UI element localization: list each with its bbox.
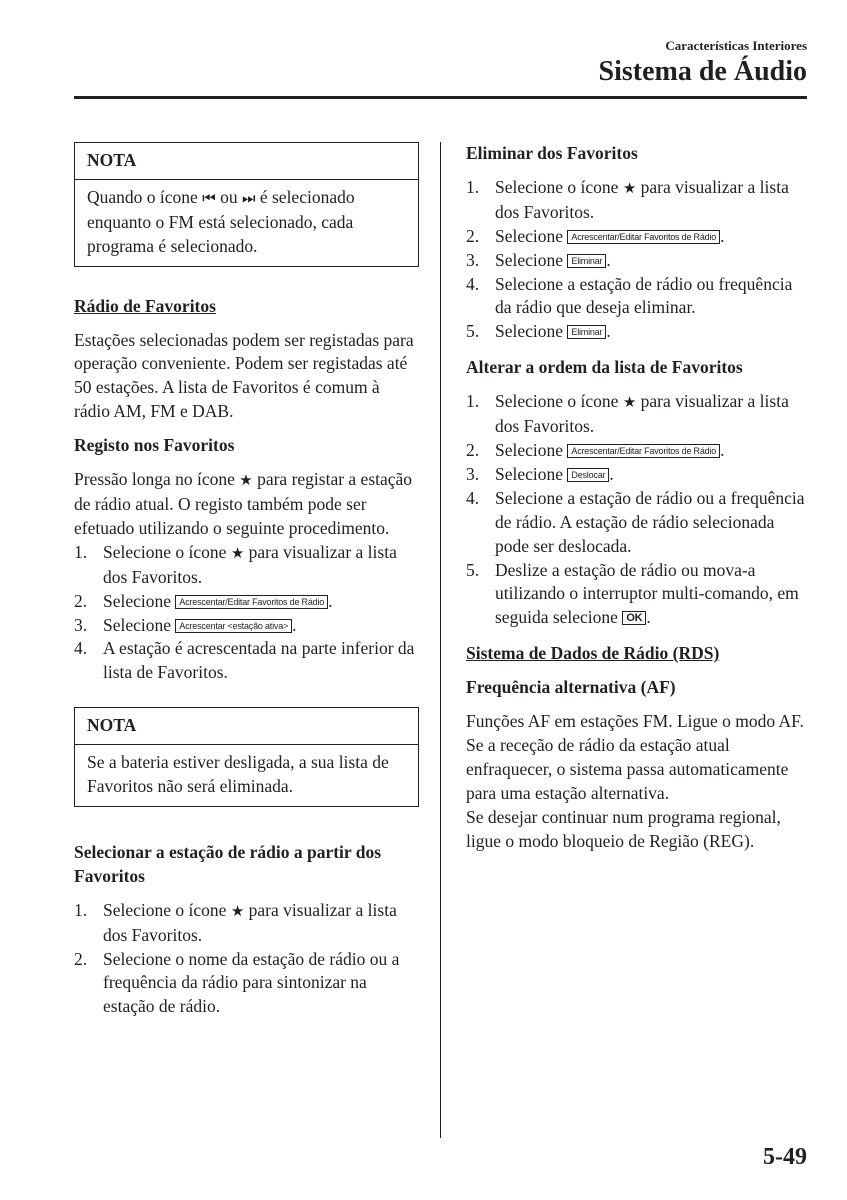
text-part: . (606, 249, 611, 270)
text-part: Selecione o ícone (103, 541, 231, 562)
text-part: Selecione o ícone (495, 176, 623, 197)
text-part: Selecione (103, 614, 176, 635)
note-text-part: Quando o ícone (87, 186, 203, 207)
step-number: 2. (466, 225, 480, 246)
step-number: 3. (74, 614, 88, 635)
note-heading: NOTA (75, 143, 418, 180)
add-edit-favorites-button: Acrescentar/Editar Favoritos de Rádio (175, 595, 328, 609)
ok-button: OK (622, 611, 646, 625)
text-part: . (328, 590, 333, 611)
paragraph (74, 468, 419, 541)
list-item (74, 590, 419, 614)
list-item (466, 225, 806, 249)
paragraph: Estações selecionadas podem ser registadas para operação conveniente. Podem ser registadas até 50 estações. A lista de Favoritos é comum à rádio AM, FM e DAB. (74, 329, 414, 422)
note-box (74, 707, 419, 807)
text-part: Selecione o ícone (495, 391, 623, 412)
step-text (103, 541, 419, 590)
text-part: Selecione (103, 590, 176, 611)
step-text (103, 614, 419, 638)
delete-button: Eliminar (567, 254, 606, 268)
list-item (466, 439, 806, 463)
step-number: 4. (466, 487, 480, 508)
step-number: 1. (74, 541, 88, 562)
step-number: 5. (466, 321, 480, 342)
step-text: Selecione a estação de rádio ou a frequência de rádio. A estação de rádio selecionada pode ser deslocada. (495, 487, 805, 556)
text-part: para visualizar a lista dos Favoritos. (495, 176, 789, 222)
subsection-title: Frequência alternativa (AF) (466, 677, 676, 698)
star-icon: ★ (230, 543, 245, 562)
text-part: Selecione (495, 321, 568, 342)
step-text (495, 559, 806, 631)
step-number: 2. (74, 948, 88, 969)
list-item (466, 176, 806, 225)
text-part: Selecione (495, 249, 568, 270)
subsection-title: Selecionar a estação de rádio a partir dos Favoritos (74, 841, 382, 886)
subsection-title: Registo nos Favoritos (74, 435, 235, 456)
note-text-part: é selecionado enquanto o FM está selecionado, cada programa é selecionado. (87, 186, 355, 256)
list-item (74, 948, 419, 1020)
text-part: para visualizar a lista dos Favoritos. (495, 391, 789, 437)
step-text (495, 249, 806, 273)
list-item (466, 273, 806, 321)
delete-button: Eliminar (567, 325, 606, 339)
text-part: Deslize a estação de rádio ou mova-a utilizando o interruptor multi-comando, em seguida selecione (495, 559, 799, 628)
step-text: A estação é acrescentada na parte inferior da lista de Favoritos. (103, 638, 415, 683)
note-box (74, 142, 419, 267)
move-button: Deslocar (567, 468, 609, 482)
step-text (495, 225, 806, 249)
column-divider (440, 142, 441, 1138)
subsection-title: Alterar a ordem da lista de Favoritos (466, 357, 743, 378)
paragraph: Funções AF em estações FM. Ligue o modo AF. Se a receção de rádio da estação atual enfraquecer, o sistema passa automaticamente para uma estação alternativa. (466, 711, 804, 803)
step-list (466, 176, 806, 344)
step-text (495, 320, 806, 344)
star-icon: ★ (230, 901, 245, 920)
text-part: para registar a estação de rádio atual. O registo também pode ser efetuado utilizando o seguinte procedimento. (74, 469, 413, 538)
subsection-title: Eliminar dos Favoritos (466, 143, 638, 163)
skip-next-icon: ⏭ (241, 188, 256, 207)
page-title: Sistema de Áudio (598, 56, 807, 87)
step-list (466, 390, 806, 630)
text-part: para visualizar a lista dos Favoritos. (103, 899, 397, 945)
text-part: para visualizar a lista dos Favoritos. (103, 541, 397, 587)
list-item (466, 463, 806, 487)
text-part: Selecione (495, 225, 568, 246)
list-item (466, 320, 806, 344)
step-number: 5. (466, 559, 480, 580)
step-number: 4. (466, 273, 480, 294)
note-text-part: ou (215, 186, 242, 207)
text-part: . (292, 614, 297, 635)
star-icon: ★ (622, 393, 637, 412)
step-number: 3. (466, 249, 480, 270)
note-text (75, 180, 418, 266)
skip-previous-icon: ⏮ (202, 188, 216, 207)
section-title: Sistema de Dados de Rádio (RDS) (466, 643, 720, 664)
add-edit-favorites-button: Acrescentar/Editar Favoritos de Rádio (567, 230, 720, 244)
step-number: 3. (466, 463, 480, 484)
step-number: 1. (466, 391, 480, 412)
right-column (466, 142, 806, 863)
step-text (103, 590, 419, 614)
paragraph: Se desejar continuar num programa regional, ligue o modo bloqueio de Região (REG). (466, 806, 781, 851)
step-text: Selecione o nome da estação de rádio ou a frequência da rádio para sintonizar na estação de rádio. (103, 948, 400, 1017)
step-list (74, 541, 419, 685)
text-part: Pressão longa no ícone (74, 469, 240, 490)
note-heading: NOTA (75, 708, 418, 745)
star-icon: ★ (239, 471, 253, 490)
header-rule (74, 96, 807, 99)
step-number: 1. (466, 176, 480, 197)
step-text (103, 899, 419, 948)
step-text: Selecione a estação de rádio ou frequência da rádio que deseja eliminar. (495, 273, 793, 318)
section-title: Rádio de Favoritos (74, 295, 216, 316)
add-active-station-button: Acrescentar <estação ativa> (175, 619, 292, 633)
text-part: . (646, 607, 651, 628)
list-item (74, 541, 419, 590)
step-text (495, 390, 806, 439)
list-item (466, 390, 806, 439)
chapter-label: Características Interiores (665, 38, 807, 53)
add-edit-favorites-button: Acrescentar/Editar Favoritos de Rádio (567, 444, 720, 458)
step-text (495, 439, 806, 463)
step-number: 2. (466, 439, 480, 460)
left-column (74, 142, 419, 1031)
list-item (74, 637, 419, 685)
text-part: . (609, 463, 614, 484)
step-number: 4. (74, 638, 88, 659)
step-text (495, 463, 806, 487)
text-part: . (720, 225, 725, 246)
star-icon: ★ (622, 178, 637, 197)
text-part: . (606, 321, 611, 342)
list-item (74, 899, 419, 948)
step-number: 1. (74, 899, 88, 920)
text-part: Selecione (495, 463, 568, 484)
step-number: 2. (74, 590, 88, 611)
text-part: Selecione (495, 439, 568, 460)
list-item (74, 614, 419, 638)
note-text: Se a bateria estiver desligada, a sua lista de Favoritos não será eliminada. (87, 752, 389, 797)
list-item (466, 487, 806, 559)
list-item (466, 559, 806, 631)
step-list (74, 899, 419, 1020)
page-number: 5-49 (763, 1144, 807, 1170)
text-part: Selecione o ícone (103, 899, 231, 920)
list-item (466, 249, 806, 273)
text-part: . (720, 439, 725, 460)
step-text (495, 176, 806, 225)
